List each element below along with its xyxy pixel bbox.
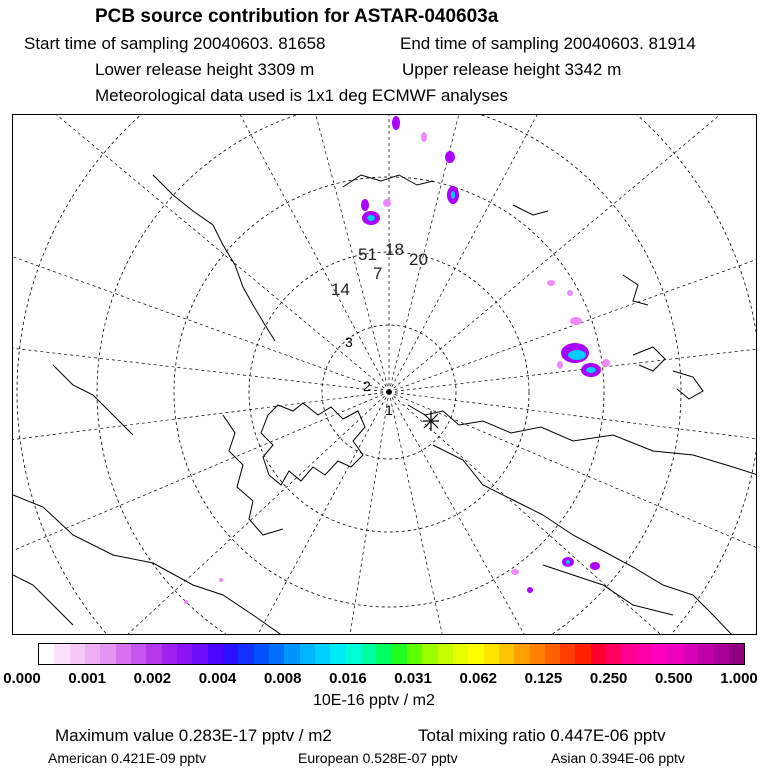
colorbar-swatch xyxy=(162,644,177,664)
colorbar-swatch xyxy=(683,644,698,664)
colorbar-swatch xyxy=(729,644,744,664)
colorbar-swatch xyxy=(376,644,391,664)
plume-patch xyxy=(567,290,573,296)
colorbar-swatch xyxy=(453,644,468,664)
plume-patch xyxy=(451,191,455,199)
trajectory-label-51: 51 xyxy=(358,245,377,264)
plume-patch xyxy=(383,199,391,207)
colorbar-swatch xyxy=(621,644,636,664)
colorbar-swatch xyxy=(713,644,728,664)
colorbar-tick-label: 0.002 xyxy=(133,670,172,687)
colorbar-swatch xyxy=(575,644,590,664)
colorbar-tick-label: 0.001 xyxy=(68,670,106,687)
colorbar-swatch xyxy=(514,644,529,664)
plume-patch xyxy=(602,359,610,367)
colorbar-swatch xyxy=(238,644,253,664)
colorbar-swatch xyxy=(392,644,407,664)
upper-release-text: Upper release height 3342 m xyxy=(402,60,622,79)
colorbar-swatch xyxy=(269,644,284,664)
colorbar-swatch xyxy=(407,644,422,664)
colorbar-swatch xyxy=(330,644,345,664)
colorbar-swatch xyxy=(284,644,299,664)
trajectory-label-7: 7 xyxy=(373,264,383,283)
colorbar-swatch xyxy=(208,644,223,664)
met-data-text: Meteorological data used is 1x1 deg ECMWF analyses xyxy=(95,86,508,105)
colorbar-swatch xyxy=(484,644,499,664)
colorbar-unit: 10E-16 pptv / m2 xyxy=(313,692,435,709)
plume-patch xyxy=(527,587,533,593)
colorbar-tick-label: 0.500 xyxy=(655,670,693,687)
colorbar-swatch xyxy=(39,644,54,664)
colorbar-swatch xyxy=(698,644,713,664)
plume-patch xyxy=(566,560,570,564)
colorbar-swatch xyxy=(70,644,85,664)
colorbar-swatch xyxy=(422,644,437,664)
max-value-text: Maximum value 0.283E-17 pptv / m2 xyxy=(55,726,332,745)
european-contribution: European 0.528E-07 pptv xyxy=(298,750,458,766)
colorbar-swatch xyxy=(254,644,269,664)
polar-map xyxy=(12,114,757,635)
latitude-label-3: 3 xyxy=(345,334,353,350)
colorbar-swatch xyxy=(591,644,606,664)
colorbar-tick-label: 0.250 xyxy=(589,670,628,687)
colorbar-swatch xyxy=(116,644,131,664)
asian-contribution: Asian 0.394E-06 pptv xyxy=(551,750,685,766)
colorbar-tick-label: 0.004 xyxy=(198,670,237,687)
latitude-circles xyxy=(17,115,757,635)
colorbar-tick-label: 0.016 xyxy=(329,670,367,687)
page-title: PCB source contribution for ASTAR-040603a xyxy=(95,6,499,27)
colorbar-tick-label: 0.000 xyxy=(3,670,41,687)
plume-patch xyxy=(590,562,600,570)
plume-patch xyxy=(421,132,427,142)
trajectory-label-14: 14 xyxy=(331,280,350,299)
plume-patch xyxy=(361,199,369,211)
latitude-labels xyxy=(345,334,393,418)
plume-patch xyxy=(547,280,555,286)
latitude-label-1: 1 xyxy=(385,402,393,418)
end-time-text: End time of sampling 20040603. 81914 xyxy=(400,34,696,53)
plume-patch xyxy=(570,317,582,325)
latitude-label-2: 2 xyxy=(363,378,371,394)
colorbar-swatch xyxy=(192,644,207,664)
start-time-text: Start time of sampling 20040603. 81658 xyxy=(24,34,326,53)
plume-patch xyxy=(445,151,455,163)
trajectory-label-18: 18 xyxy=(385,240,404,259)
colorbar-swatch xyxy=(637,644,652,664)
trajectory-label-20: 20 xyxy=(409,250,428,269)
plume-patch xyxy=(557,361,563,369)
plume-patch xyxy=(219,578,223,582)
colorbar-swatch xyxy=(606,644,621,664)
colorbar-swatch xyxy=(177,644,192,664)
colorbar xyxy=(38,643,745,665)
colorbar-swatch xyxy=(530,644,545,664)
colorbar-swatch xyxy=(499,644,514,664)
plume-patch xyxy=(367,215,375,221)
colorbar-swatch xyxy=(300,644,315,664)
plume-patch xyxy=(511,569,519,575)
colorbar-swatch xyxy=(100,644,115,664)
colorbar-swatch xyxy=(468,644,483,664)
plume-patch xyxy=(184,600,188,604)
plume-patch xyxy=(392,116,400,130)
american-contribution: American 0.421E-09 pptv xyxy=(48,750,206,766)
colorbar-swatch xyxy=(223,644,238,664)
colorbar-swatch xyxy=(560,644,575,664)
colorbar-swatch xyxy=(146,644,161,664)
total-mixing-text: Total mixing ratio 0.447E-06 pptv xyxy=(418,726,666,745)
colorbar-swatch xyxy=(667,644,682,664)
colorbar-tick-label: 1.000 xyxy=(720,670,758,687)
colorbar-swatch xyxy=(315,644,330,664)
colorbar-tick-label: 0.125 xyxy=(524,670,563,687)
colorbar-tick-label: 0.008 xyxy=(263,670,302,687)
release-site-marker xyxy=(423,411,439,431)
colorbar-swatch xyxy=(545,644,560,664)
colorbar-swatch xyxy=(361,644,376,664)
colorbar-swatch xyxy=(85,644,100,664)
colorbar-tick-label: 0.031 xyxy=(394,670,432,687)
map-canvas xyxy=(13,115,757,635)
colorbar-tick-label: 0.062 xyxy=(459,670,498,687)
lower-release-text: Lower release height 3309 m xyxy=(95,60,315,79)
colorbar-swatch xyxy=(54,644,69,664)
colorbar-swatch xyxy=(131,644,146,664)
trajectory-labels xyxy=(331,240,428,299)
colorbar-swatch xyxy=(652,644,667,664)
plume-patch xyxy=(586,367,596,373)
colorbar-swatch xyxy=(438,644,453,664)
plume-patch xyxy=(568,350,586,360)
colorbar-swatch xyxy=(346,644,361,664)
